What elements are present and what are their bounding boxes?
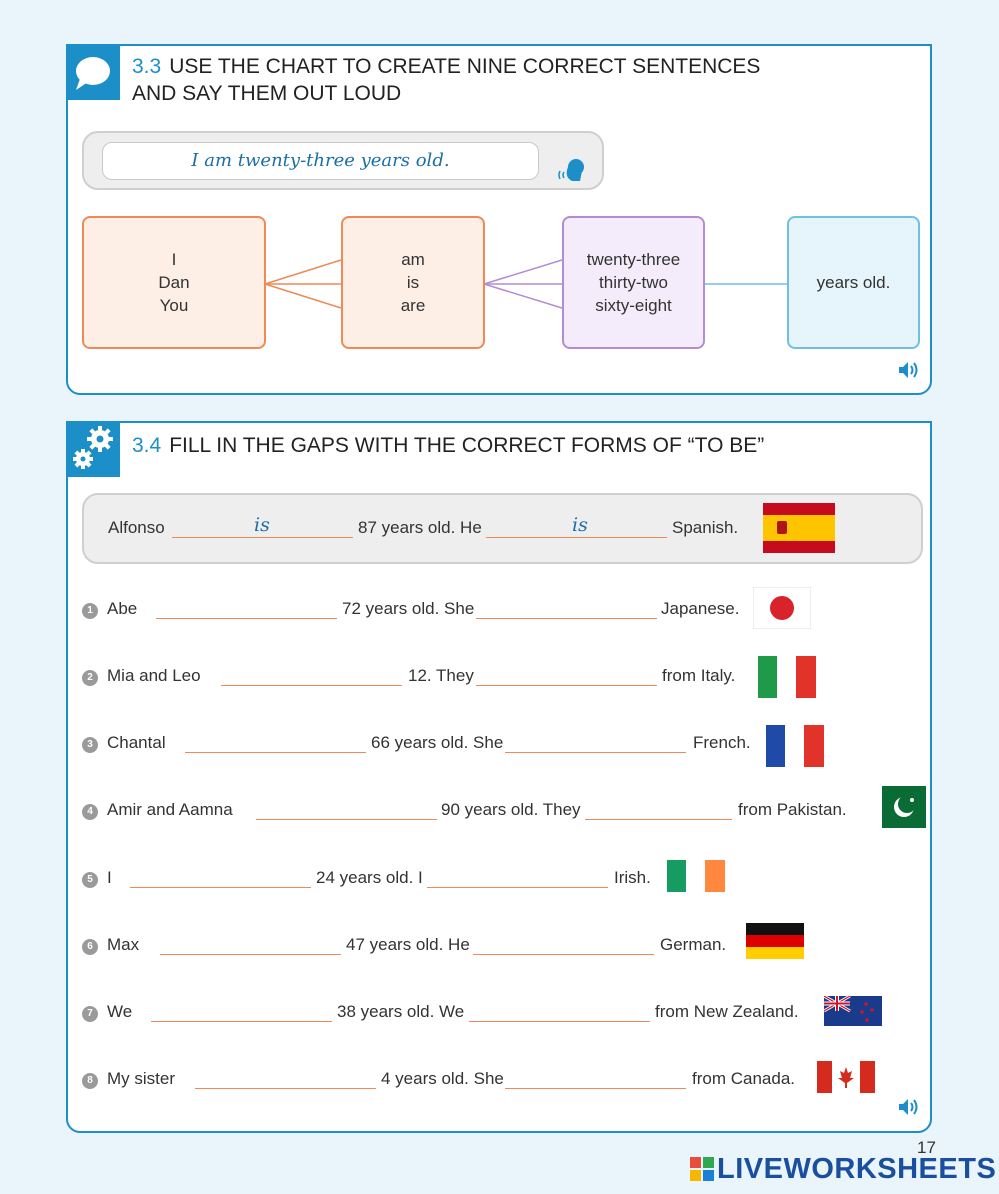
exercise-3-4-title <box>132 432 764 459</box>
answer-gap-1[interactable] <box>151 1021 332 1022</box>
sentence-part: Alfonso <box>108 518 165 537</box>
example-box <box>82 493 923 564</box>
item-number: 7 <box>82 1006 98 1022</box>
exercise-number: 3.4 <box>132 434 162 457</box>
canada-flag <box>817 1061 875 1093</box>
subject-option: You <box>159 296 189 315</box>
new-zealand-flag <box>824 996 882 1026</box>
age-option: thirty-two <box>599 273 668 292</box>
exercise-3-3-panel <box>66 44 932 395</box>
sentence-part: 90 years old. They <box>441 800 581 819</box>
sentence-part: German. <box>660 935 727 954</box>
verb-option: is <box>406 273 420 292</box>
france-flag <box>766 725 824 767</box>
verb-option: are <box>400 296 426 315</box>
item-number: 8 <box>82 1073 98 1089</box>
ages-box <box>562 216 705 349</box>
answer-gap-2[interactable] <box>505 752 686 753</box>
answer-gap-2[interactable] <box>427 887 608 888</box>
ireland-flag <box>667 860 725 892</box>
exercise-3-4-panel <box>66 421 932 1133</box>
title-text: FILL IN THE GAPS WITH THE CORRECT FORMS OF “TO BE” <box>169 434 765 457</box>
sentence-part: French. <box>693 733 751 752</box>
sentence-part: Irish. <box>614 868 651 887</box>
ending-text: years old. <box>816 273 891 292</box>
gap-line <box>172 537 353 538</box>
sentence-part: Chantal <box>107 733 166 752</box>
sentence-part: from Pakistan. <box>738 800 847 819</box>
age-option: sixty-eight <box>595 296 672 315</box>
answer-gap-1[interactable] <box>195 1088 376 1089</box>
exercise-item <box>83 935 923 961</box>
sentence-part: Amir and Aamna <box>107 800 233 819</box>
answer-gap-2[interactable] <box>473 954 654 955</box>
item-number: 2 <box>82 670 98 686</box>
answer-gap-1[interactable] <box>156 618 337 619</box>
sentence-part: Japanese. <box>661 599 740 618</box>
sentence-part: from New Zealand. <box>655 1002 799 1021</box>
sentence-part: Max <box>107 935 140 954</box>
subject-option: I <box>171 250 177 269</box>
exercise-item <box>83 599 923 625</box>
item-number: 5 <box>82 872 98 888</box>
liveworksheets-logo <box>690 1152 996 1186</box>
exercise-item <box>83 733 923 759</box>
subject-option: Dan <box>158 273 190 292</box>
answer-gap-1[interactable] <box>256 819 437 820</box>
ending-box <box>787 216 920 349</box>
subjects-box <box>82 216 266 349</box>
example-sentence: I am twenty-three years old. <box>102 142 539 180</box>
sentence-part: 38 years old. We <box>337 1002 465 1021</box>
example-answer: is <box>572 514 588 536</box>
answer-gap-1[interactable] <box>221 685 402 686</box>
age-option: twenty-three <box>586 250 681 269</box>
item-number: 6 <box>82 939 98 955</box>
liveworksheets-logo-icon <box>690 1157 714 1181</box>
exercise-item <box>83 800 923 826</box>
exercise-item <box>83 1069 923 1095</box>
title-line-1: USE THE CHART TO CREATE NINE CORRECT SENTENCES <box>169 55 761 78</box>
verbs-box <box>341 216 485 349</box>
exercise-item <box>83 1002 923 1028</box>
sentence-part: from Italy. <box>662 666 736 685</box>
item-number: 4 <box>82 804 98 820</box>
pakistan-flag <box>868 786 926 828</box>
answer-gap-2[interactable] <box>585 819 732 820</box>
answer-gap-2[interactable] <box>505 1088 686 1089</box>
sentence-part: My sister <box>107 1069 175 1088</box>
italy-flag <box>758 656 816 698</box>
sentence-part: Spanish. <box>672 518 739 537</box>
sentence-part: 66 years old. She <box>371 733 504 752</box>
sentence-part: from Canada. <box>692 1069 795 1088</box>
japan-flag <box>753 587 811 629</box>
exercise-item <box>83 868 923 894</box>
example-answer: is <box>254 514 270 536</box>
sentence-part: 87 years old. He <box>358 518 482 537</box>
sentence-part: Abe <box>107 599 138 618</box>
sentence-part: 24 years old. I <box>316 868 423 887</box>
germany-flag <box>746 923 804 959</box>
item-number: 3 <box>82 737 98 753</box>
brand-text: LIVEWORKSHEETS <box>717 1152 997 1185</box>
sentence-part: I <box>107 868 112 887</box>
speaker-icon[interactable] <box>897 359 921 381</box>
answer-gap-2[interactable] <box>469 1021 650 1022</box>
item-number: 1 <box>82 603 98 619</box>
speaker-icon[interactable] <box>897 1096 921 1118</box>
answer-gap-2[interactable] <box>476 618 657 619</box>
sentence-part: 72 years old. She <box>342 599 475 618</box>
title-line-2: AND SAY THEM OUT LOUD <box>132 82 402 105</box>
exercise-number: 3.3 <box>132 55 162 78</box>
verb-option: am <box>401 250 425 269</box>
answer-gap-1[interactable] <box>160 954 341 955</box>
sentence-part: 47 years old. He <box>346 935 470 954</box>
exercise-item <box>83 666 923 692</box>
sentence-part: We <box>107 1002 133 1021</box>
sentence-part: 4 years old. She <box>381 1069 504 1088</box>
sentence-part: Mia and Leo <box>107 666 201 685</box>
answer-gap-2[interactable] <box>476 685 657 686</box>
sentence-part: 12. They <box>408 666 474 685</box>
spain-flag <box>763 503 835 553</box>
gap-line <box>486 537 667 538</box>
gears-icon <box>66 421 120 477</box>
answer-gap-1[interactable] <box>185 752 366 753</box>
page-number: 17 <box>917 1138 936 1157</box>
answer-gap-1[interactable] <box>130 887 311 888</box>
